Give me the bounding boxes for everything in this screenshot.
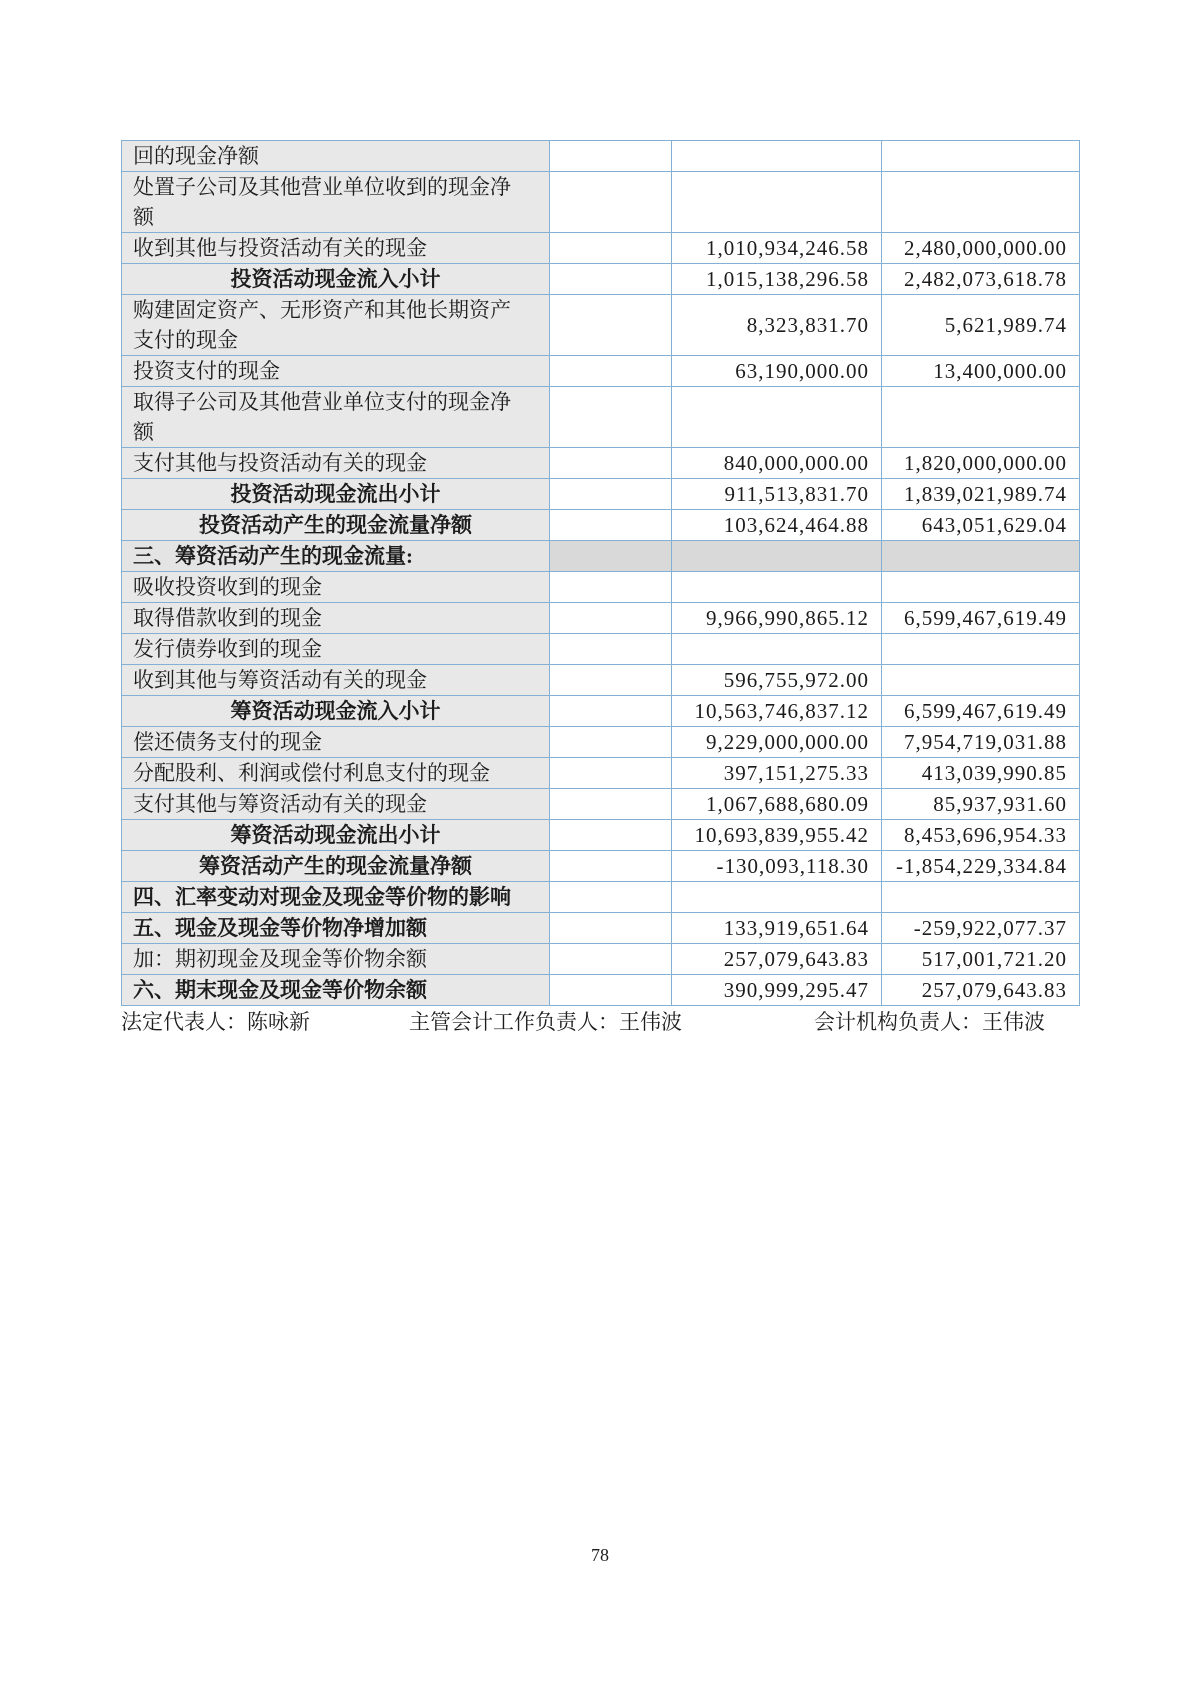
row-label: 收到其他与筹资活动有关的现金	[122, 665, 550, 696]
row-label: 支付其他与投资活动有关的现金	[122, 448, 550, 479]
row-blank-cell	[550, 141, 672, 172]
row-blank-cell	[550, 264, 672, 295]
row-label: 六、期末现金及现金等价物余额	[122, 975, 550, 1006]
row-amount-current-period: 911,513,831.70	[672, 479, 882, 510]
row-blank-cell	[550, 944, 672, 975]
row-blank-cell	[550, 789, 672, 820]
row-amount-prior-period: 517,001,721.20	[882, 944, 1080, 975]
row-amount-prior-period	[882, 665, 1080, 696]
row-amount-prior-period	[882, 541, 1080, 572]
row-label: 分配股利、利润或偿付利息支付的现金	[122, 758, 550, 789]
row-label: 筹资活动现金流出小计	[122, 820, 550, 851]
row-amount-prior-period: 85,937,931.60	[882, 789, 1080, 820]
row-amount-prior-period: 13,400,000.00	[882, 356, 1080, 387]
table-row	[122, 510, 1080, 541]
table-row	[122, 233, 1080, 264]
row-blank-cell	[550, 882, 672, 913]
row-label: 发行债券收到的现金	[122, 634, 550, 665]
row-label: 处置子公司及其他营业单位收到的现金净额	[122, 172, 550, 233]
row-blank-cell	[550, 233, 672, 264]
row-blank-cell	[550, 172, 672, 233]
row-blank-cell	[550, 913, 672, 944]
table-row	[122, 448, 1080, 479]
row-blank-cell	[550, 479, 672, 510]
row-amount-current-period: 1,067,688,680.09	[672, 789, 882, 820]
row-amount-prior-period: -259,922,077.37	[882, 913, 1080, 944]
row-label: 回的现金净额	[122, 141, 550, 172]
row-label: 五、现金及现金等价物净增加额	[122, 913, 550, 944]
row-blank-cell	[550, 387, 672, 448]
row-amount-current-period	[672, 572, 882, 603]
row-blank-cell	[550, 851, 672, 882]
row-label: 投资活动现金流入小计	[122, 264, 550, 295]
row-amount-current-period	[672, 172, 882, 233]
row-label: 四、汇率变动对现金及现金等价物的影响	[122, 882, 550, 913]
row-label: 投资活动产生的现金流量净额	[122, 510, 550, 541]
table-row	[122, 789, 1080, 820]
row-amount-current-period: 63,190,000.00	[672, 356, 882, 387]
row-blank-cell	[550, 758, 672, 789]
row-label: 投资支付的现金	[122, 356, 550, 387]
row-amount-current-period: 103,624,464.88	[672, 510, 882, 541]
row-amount-current-period: 257,079,643.83	[672, 944, 882, 975]
row-blank-cell	[550, 727, 672, 758]
accounting-work-head-signature: 主管会计工作负责人：王伟波	[409, 1010, 682, 1034]
row-amount-prior-period: -1,854,229,334.84	[882, 851, 1080, 882]
table-row	[122, 541, 1080, 572]
legal-representative-signature: 法定代表人：陈咏新	[121, 1010, 310, 1034]
table-row	[122, 387, 1080, 448]
row-blank-cell	[550, 356, 672, 387]
row-amount-prior-period: 8,453,696,954.33	[882, 820, 1080, 851]
table-row	[122, 665, 1080, 696]
row-amount-prior-period	[882, 387, 1080, 448]
row-amount-prior-period	[882, 172, 1080, 233]
table-row	[122, 479, 1080, 510]
row-blank-cell	[550, 665, 672, 696]
row-amount-prior-period: 7,954,719,031.88	[882, 727, 1080, 758]
row-amount-prior-period	[882, 572, 1080, 603]
row-amount-prior-period: 2,480,000,000.00	[882, 233, 1080, 264]
row-amount-current-period: 1,015,138,296.58	[672, 264, 882, 295]
row-label: 购建固定资产、无形资产和其他长期资产支付的现金	[122, 295, 550, 356]
row-amount-current-period: 8,323,831.70	[672, 295, 882, 356]
table-row	[122, 975, 1080, 1006]
table-row	[122, 882, 1080, 913]
row-blank-cell	[550, 975, 672, 1006]
row-label: 投资活动现金流出小计	[122, 479, 550, 510]
row-blank-cell	[550, 820, 672, 851]
row-blank-cell	[550, 510, 672, 541]
cash-flow-table	[121, 140, 1080, 1006]
row-blank-cell	[550, 448, 672, 479]
page-number: 78	[591, 1545, 609, 1565]
row-amount-prior-period: 1,820,000,000.00	[882, 448, 1080, 479]
row-amount-current-period: 596,755,972.00	[672, 665, 882, 696]
row-blank-cell	[550, 295, 672, 356]
row-amount-prior-period: 2,482,073,618.78	[882, 264, 1080, 295]
row-label: 取得子公司及其他营业单位支付的现金净额	[122, 387, 550, 448]
row-amount-prior-period: 257,079,643.83	[882, 975, 1080, 1006]
row-label: 偿还债务支付的现金	[122, 727, 550, 758]
row-amount-current-period: -130,093,118.30	[672, 851, 882, 882]
table-row	[122, 172, 1080, 233]
row-amount-prior-period	[882, 882, 1080, 913]
signature-line	[121, 1006, 1079, 1038]
row-label: 取得借款收到的现金	[122, 603, 550, 634]
table-row	[122, 727, 1080, 758]
row-amount-prior-period	[882, 634, 1080, 665]
row-amount-prior-period: 6,599,467,619.49	[882, 696, 1080, 727]
row-label: 筹资活动现金流入小计	[122, 696, 550, 727]
row-amount-current-period	[672, 141, 882, 172]
row-amount-prior-period: 6,599,467,619.49	[882, 603, 1080, 634]
row-amount-current-period	[672, 634, 882, 665]
accounting-org-head-signature: 会计机构负责人：王伟波	[814, 1010, 1045, 1034]
table-row	[122, 634, 1080, 665]
table-row	[122, 603, 1080, 634]
table-row	[122, 758, 1080, 789]
table-row	[122, 820, 1080, 851]
row-amount-prior-period: 413,039,990.85	[882, 758, 1080, 789]
row-amount-current-period: 397,151,275.33	[672, 758, 882, 789]
table-row	[122, 851, 1080, 882]
row-amount-current-period: 840,000,000.00	[672, 448, 882, 479]
table-row	[122, 264, 1080, 295]
table-row	[122, 944, 1080, 975]
row-blank-cell	[550, 572, 672, 603]
row-amount-current-period: 10,563,746,837.12	[672, 696, 882, 727]
row-label: 支付其他与筹资活动有关的现金	[122, 789, 550, 820]
cash-flow-table-body	[122, 141, 1080, 1006]
row-blank-cell	[550, 541, 672, 572]
row-amount-current-period: 10,693,839,955.42	[672, 820, 882, 851]
row-amount-prior-period: 643,051,629.04	[882, 510, 1080, 541]
row-amount-current-period	[672, 387, 882, 448]
table-row	[122, 696, 1080, 727]
row-amount-prior-period	[882, 141, 1080, 172]
row-amount-prior-period: 1,839,021,989.74	[882, 479, 1080, 510]
row-label: 收到其他与投资活动有关的现金	[122, 233, 550, 264]
table-row	[122, 295, 1080, 356]
row-label: 三、筹资活动产生的现金流量:	[122, 541, 550, 572]
row-amount-current-period	[672, 541, 882, 572]
row-amount-current-period: 9,229,000,000.00	[672, 727, 882, 758]
row-label: 吸收投资收到的现金	[122, 572, 550, 603]
row-label: 筹资活动产生的现金流量净额	[122, 851, 550, 882]
row-blank-cell	[550, 696, 672, 727]
row-blank-cell	[550, 634, 672, 665]
row-label: 加：期初现金及现金等价物余额	[122, 944, 550, 975]
row-amount-current-period: 133,919,651.64	[672, 913, 882, 944]
table-row	[122, 141, 1080, 172]
table-row	[122, 356, 1080, 387]
row-amount-current-period	[672, 882, 882, 913]
table-row	[122, 572, 1080, 603]
row-amount-current-period: 390,999,295.47	[672, 975, 882, 1006]
row-amount-current-period: 1,010,934,246.58	[672, 233, 882, 264]
row-amount-prior-period: 5,621,989.74	[882, 295, 1080, 356]
row-amount-current-period: 9,966,990,865.12	[672, 603, 882, 634]
row-blank-cell	[550, 603, 672, 634]
table-row	[122, 913, 1080, 944]
